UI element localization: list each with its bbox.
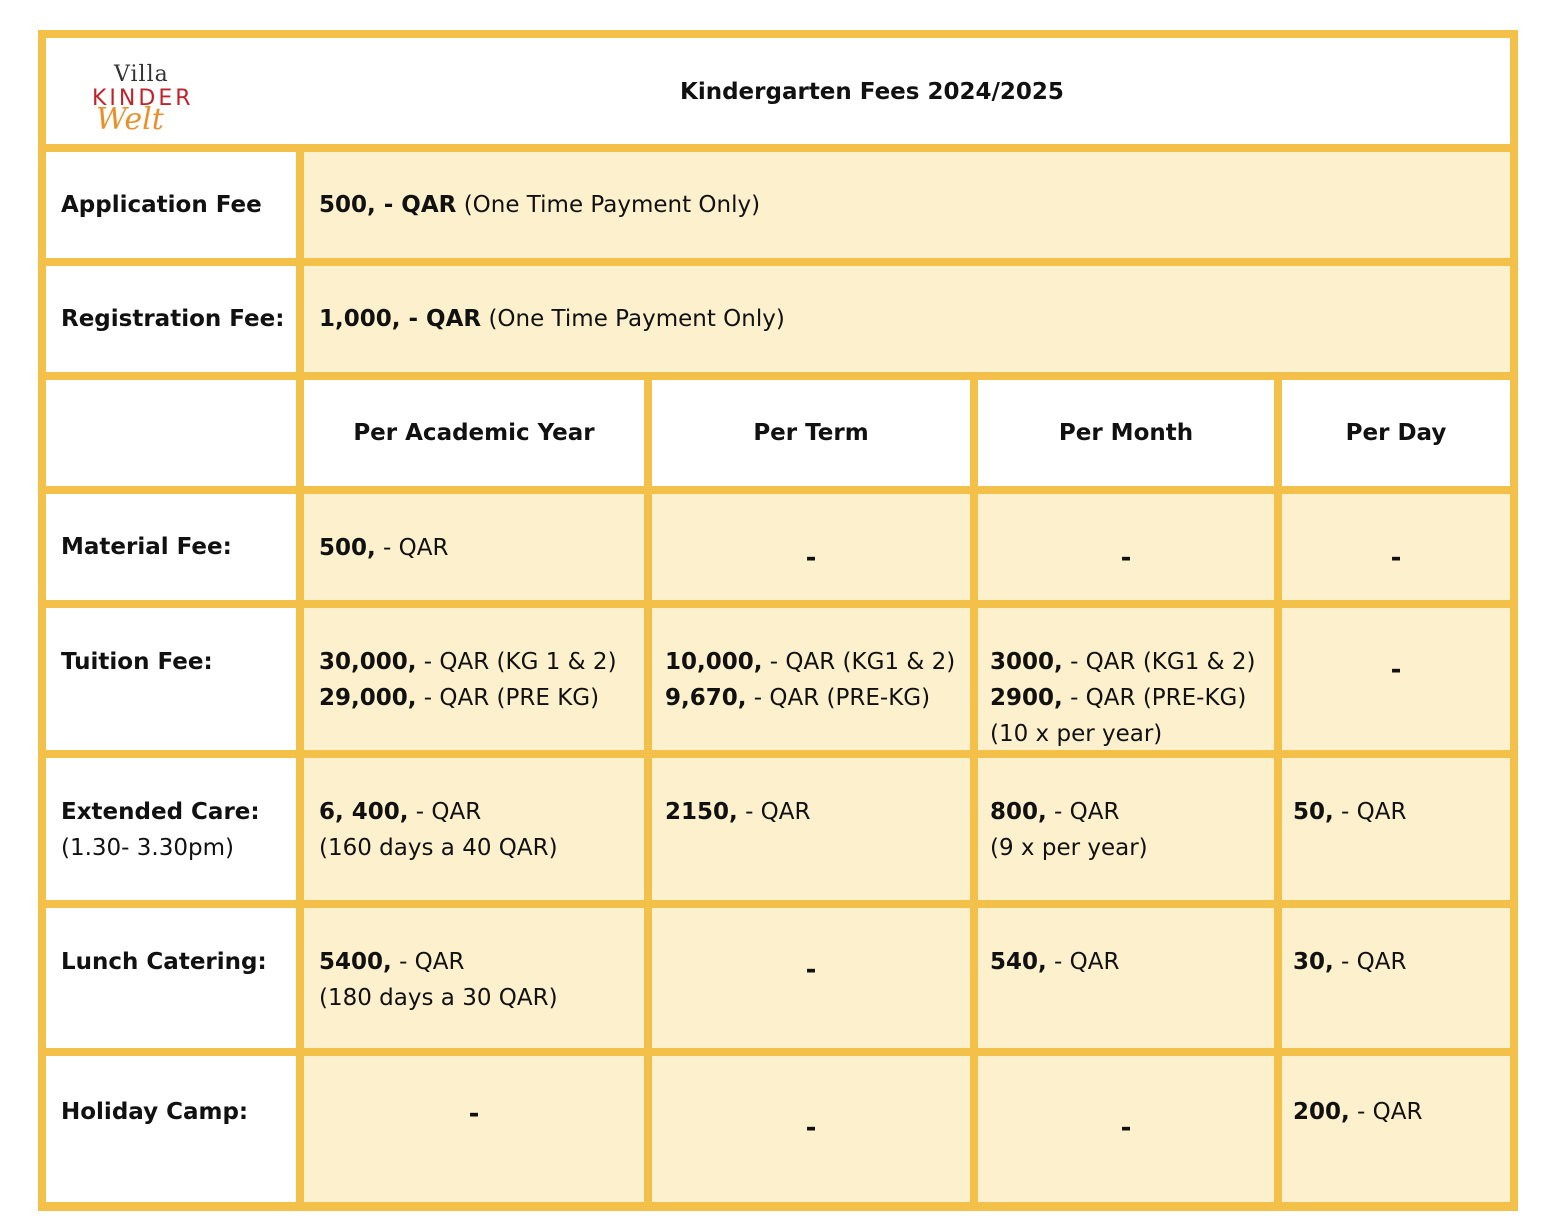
column-header-empty [46,380,296,486]
lunch-catering-month: 540, - QAR [978,908,1274,1048]
application-fee-value [304,152,1510,258]
tuition-fee-year: 30,000, - QAR (KG 1 & 2) 29,000, - QAR (PRE KG) [304,608,644,750]
material-fee-year: 500, - QAR [304,494,644,600]
extended-care-label: Extended Care: (1.30- 3.30pm) [46,758,296,900]
page-title: Kindergarten Fees 2024/2025 [680,79,1064,105]
tuition-fee-month: 3000, - QAR (KG1 & 2) 2900, - QAR (PRE-KG) (10 x per year) [978,608,1274,750]
lunch-catering-day: 30, - QAR [1282,908,1510,1048]
registration-fee-value [304,266,1510,372]
registration-fee-amount: 1,000, - QAR [319,306,482,332]
holiday-camp-month: - [978,1056,1274,1202]
holiday-camp-term: - [652,1056,970,1202]
tuition-fee-term: 10,000, - QAR (KG1 & 2) 9,670, - QAR (PRE-KG) [652,608,970,750]
logo-villa-text: Villa [114,62,169,87]
holiday-camp-day: 200, - QAR [1282,1056,1510,1202]
registration-fee-note: (One Time Payment Only) [488,306,785,332]
material-fee-month: - [978,494,1274,600]
villa-kinderwelt-logo [74,52,202,146]
material-fee-day: - [1282,494,1510,600]
lunch-catering-label: Lunch Catering: [46,908,296,1048]
lunch-catering-year: 5400, - QAR (180 days a 30 QAR) [304,908,644,1048]
holiday-camp-year: - [304,1056,644,1202]
registration-fee-label: Registration Fee: [46,266,296,372]
logo-welt-text: Welt [96,102,164,137]
column-header-per-term: Per Term [652,380,970,486]
tuition-fee-label: Tuition Fee: [46,608,296,750]
application-fee-note: (One Time Payment Only) [463,192,761,218]
extended-care-term: 2150, - QAR [652,758,970,900]
column-header-per-month: Per Month [978,380,1274,486]
column-header-per-academic-year: Per Academic Year [304,380,644,486]
material-fee-term: - [652,494,970,600]
application-fee-amount: 500, - QAR [319,192,457,218]
extended-care-year: 6, 400, - QAR (160 days a 40 QAR) [304,758,644,900]
extended-care-month: 800, - QAR (9 x per year) [978,758,1274,900]
material-fee-label: Material Fee: [46,494,296,600]
logo-kinder-text: KINDER [92,86,194,111]
lunch-catering-term: - [652,908,970,1048]
application-fee-label: Application Fee [46,152,296,258]
extended-care-hours: (1.30- 3.30pm) [61,835,234,861]
tuition-fee-day: - [1282,608,1510,750]
column-header-per-day: Per Day [1282,380,1510,486]
extended-care-day: 50, - QAR [1282,758,1510,900]
holiday-camp-label: Holiday Camp: [46,1056,296,1202]
